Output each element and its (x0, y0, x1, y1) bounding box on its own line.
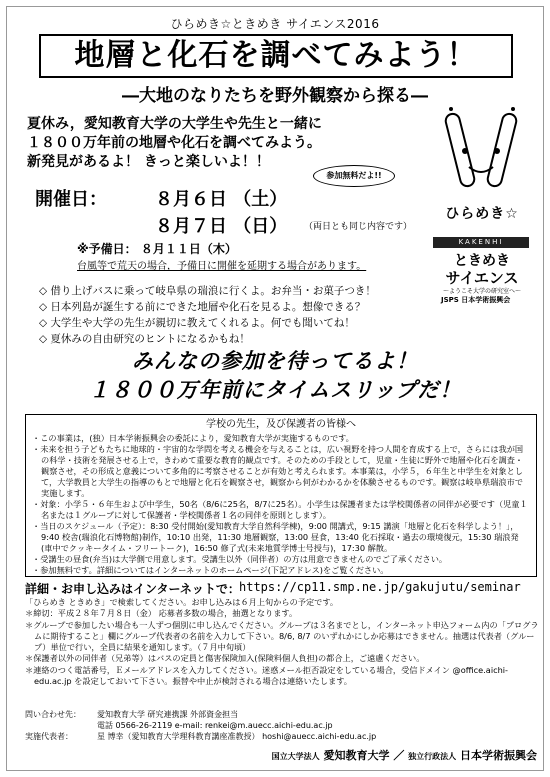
contact-row (25, 721, 539, 732)
org-name: 愛知教育大学 (323, 749, 390, 762)
intro-text (27, 115, 322, 172)
intro-line: 新発見があるよ！ きっと楽しいよ！！ (27, 154, 270, 170)
notice-item: ・ 受講生の昼食(弁当)は大学側で用意します。受講生以外（同伴者）の方は用意できませんのでご了承ください。 (32, 554, 530, 565)
contact-text: 電話 0566-26-2119 e-mail: renkei@m.auecc.aichi-edu.ac.jp (97, 720, 333, 730)
apply-item: ＊ 連絡のつく電話番号，Ｅメールアドレスを入力してください。迷惑メール拒否設定をしている場合，受信ドメイン @office.aichi-edu.ac.jp を設定しておいて下さい。振替や中止が検討される場合は連絡いたします。 (25, 665, 539, 688)
notice-box (25, 414, 537, 577)
callout (7, 347, 543, 405)
date-label: 開催日： (35, 189, 107, 210)
apply-item: ＊ 締切：平成２８年７月８日（金） 応募者多数の場合，抽選となります。 (25, 608, 539, 619)
contact-label: 問い合わせ先： (25, 710, 81, 719)
callout-line: みんなの参加を待ってるよ！ (132, 349, 418, 373)
notice-item: ・ 対象：小学５・６年生および中学生，50名（8/6に25名，8/7に25名）。小学生は保護者または学校関係者の同伴が必要です（児童１名または１グループに対して保護者・学校関係者１名の同伴を原則とします）。 (32, 499, 530, 521)
event-date-1: ８月６日 （土） (155, 189, 288, 210)
org-name: 日本学術振興会 (460, 749, 537, 762)
test-tube-icon (425, 107, 537, 203)
logo-science: サイエンス (445, 269, 519, 287)
logo-kakenhi: KAKENHI (433, 237, 529, 248)
event-date-2: ８月７日 （日） (155, 216, 288, 237)
notice-item: ・ この事業は，(独）日本学術振興会の委託により，愛知教育大学が実施するものです。 (32, 433, 530, 444)
apply-url-link[interactable]: https://cp11.smp.ne.jp/gakujutu/seminar (239, 580, 521, 594)
logo-welcome: 〜ようこそ大学の研究室へ〜 (442, 288, 521, 295)
apply-item: ＊ 保護者以外の同伴者（兄弟等）はバスの定員と傷害保険加入(保険料個人負担)の都合上，ご遠慮ください。 (25, 653, 539, 664)
jsps-logo: JSPS 日本学術振興会 (441, 296, 511, 304)
tagline: ―大地のなりたちを野外観察から探る― (122, 86, 428, 106)
reserve-date: ※予備日： ８月１１日（木） (77, 242, 237, 256)
intro-line: １８００万年前の地層や化石を調べてみよう。 (27, 135, 321, 151)
series-subtitle: ひらめき☆ときめき サイエンス2016 (170, 17, 380, 31)
notice-item: ・ 参加無料です。詳細についてはインターネットのホームページ(下記アドレス)をご覧ください。 (32, 565, 530, 576)
reserve-note: 台風等で荒天の場合，予備日に開催を延期する場合があります。 (77, 261, 367, 272)
flyer-page (6, 6, 544, 771)
org-type: 国立大学法人 (271, 752, 320, 761)
org-type: 独立行政法人 (408, 752, 457, 761)
apply-lead: 「ひらめき ときめき」で検索してください。お申し込みは６月上旬からの予定です。 (25, 597, 339, 607)
list-item: ◇ 借り上げバスに乗って岐阜県の瑞浪に行くよ。お弁当・お菓子つき！ (39, 283, 376, 299)
free-badge: 参加無料だよ!! (313, 165, 395, 187)
contact-row (25, 732, 539, 743)
contact-row (25, 710, 539, 721)
divider: ／ (393, 749, 405, 762)
contact-label: 実施代表者： (25, 731, 73, 741)
contact-label (25, 721, 97, 732)
contact-info (25, 710, 539, 742)
page-title: 地層と化石を調べてみよう！ (39, 34, 513, 78)
logo-tokimeki: ときめき (454, 253, 510, 269)
apply-details (25, 597, 539, 687)
callout-line: １８００万年前にタイムスリップだ！ (88, 378, 462, 402)
date-note: （両日とも同じ内容です） (304, 222, 413, 232)
list-item: ◇ 日本列島が誕生する前にできた地層や化石を見るよ。想像できる？ (39, 299, 376, 315)
notice-heading: 学校の先生，及び保護者の皆様へ (206, 419, 356, 430)
notice-item: ・ 未来を担う子どもたちに地球的・宇宙的な学問を考える機会を与えることは，広い視野を持つ人間を育成する上で，さらには我が国の科学・技術を発展させる上で，きわめて重要な教育的観点です。そのための手段として，児童・生徒に野外で地層や化石を調査・観察させ，その形成と意義について多角的に考察させることが有効と考えられます。本事業は，小学５，６年生と中学生を対象として，大学教員と大学生の指導のもとで地層と化石を観察させ，観察から何がわかるかを体験させるものです。観察は岐阜県瑞浪市で実施します。 (32, 444, 530, 499)
footer-orgs (7, 747, 537, 763)
logo-area (425, 107, 537, 305)
list-item: ◇ 夏休みの自由研究のヒントになるかもね！ (39, 331, 376, 347)
contact-text: 星 博幸（愛知教育大学理科教育講座准教授） hoshi@auecc.aichi-edu.ac.jp (97, 731, 377, 741)
apply-item: ＊ グループで参加したい場合も一人ずつ個別に申し込んでください。グループは３名までとし，インターネット申込フォーム内の「プログラムに期待すること」欄にグループ代表者の名前を入力して下さい。8/6, 8/7 のいずれかにしか応募はできません。抽選は代表者（グループ）単位で行い，全員に結果を通知します。（７月中旬頃） (25, 620, 539, 654)
feature-list (39, 283, 376, 347)
intro-line: 夏休み，愛知教育大学の大学生や先生と一緒に (27, 116, 322, 132)
list-item: ◇ 大学生や大学の先生が親切に教えてくれるよ。何でも聞いてね！ (39, 315, 376, 331)
apply-title: 詳細・お申し込みはインターネットで： (25, 582, 240, 596)
logo-hirameki: ひらめき☆ (445, 206, 519, 222)
contact-text: 愛知教育大学 研究連携課 外部資金担当 (97, 710, 239, 719)
notice-item: ・ 当日のスケジュール（予定）：8:30 受付開始(愛知教育大学自然科学棟)，9:00 開講式，9:15 講演「地層と化石を科学しよう！」，9:40 校舎(瑞浪化石博物館)制作，10:10 出発，11:30 地層観察，13:00 昼食，13:40 化石採取・過去の環境復元，15:30 瑞浪発(車中でクッキータイム・フリートーク)，16:50 修了式(未来地質学博士号授与)，17:30 解散。 (32, 521, 530, 554)
